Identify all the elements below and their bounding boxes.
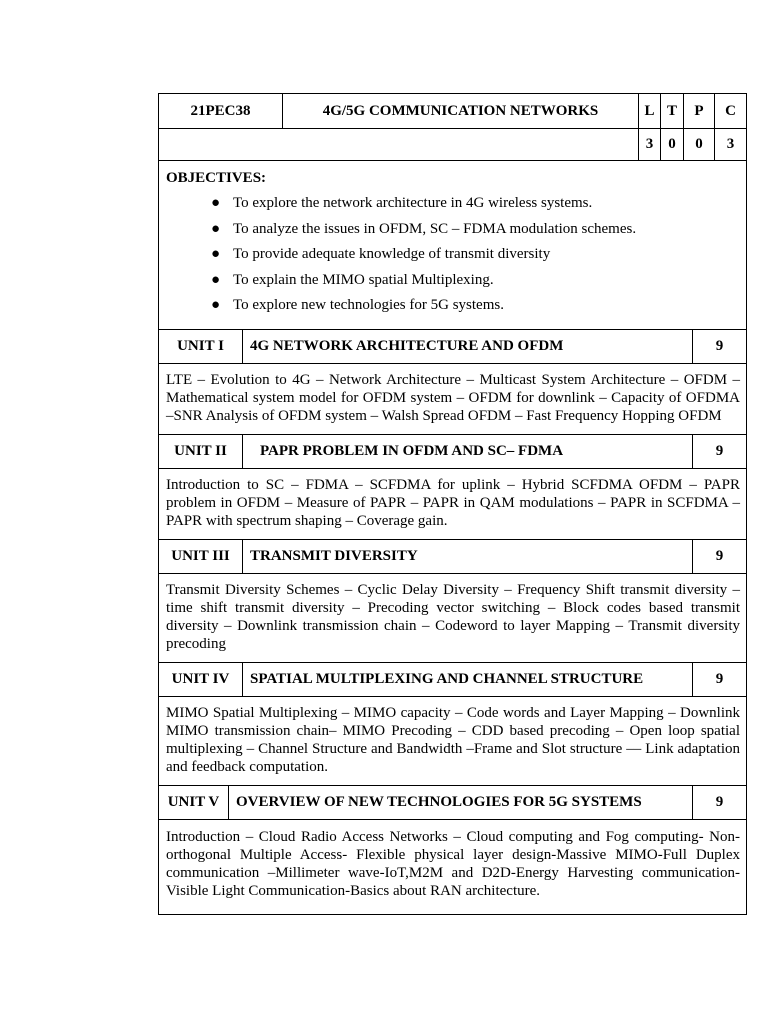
unit-hours: 9	[692, 435, 746, 468]
unit-title: OVERVIEW OF NEW TECHNOLOGIES FOR 5G SYSTEMS	[228, 786, 692, 819]
ltpc-value-l: 3	[638, 129, 660, 160]
unit-hours: 9	[692, 786, 746, 819]
unit-hours: 9	[692, 663, 746, 696]
unit-label: UNIT I	[177, 337, 224, 354]
unit-content: Introduction to SC – FDMA – SCFDMA for uplink – Hybrid SCFDMA OFDM – PAPR problem in OFDM – Measure of PAPR – PAPR in QAM modulations – PAPR in SCFDMA – PAPR with spectrum shaping – Coverage gain.	[166, 476, 740, 529]
unit-content: Transmit Diversity Schemes – Cyclic Delay Diversity – Frequency Shift transmit diversity – time shift transmit diversity – Precoding vector switching – Block codes based transmit diversity – Downlink transmission chain – Codeword to layer Mapping – Transmit diversity precoding	[166, 581, 740, 652]
unit-title: 4G NETWORK ARCHITECTURE AND OFDM	[242, 330, 692, 363]
objective-item: ● To analyze the issues in OFDM, SC – FDMA modulation schemes.	[211, 217, 739, 243]
objective-item: ● To provide adequate knowledge of transmit diversity	[211, 242, 739, 268]
ltpc-value-c: 3	[714, 129, 746, 160]
unit-1-header	[159, 329, 746, 363]
objective-item: ● To explore the network architecture in 4G wireless systems.	[211, 191, 739, 217]
unit-title: SPATIAL MULTIPLEXING AND CHANNEL STRUCTURE	[242, 663, 692, 696]
unit-5-header	[159, 785, 746, 819]
bullet-icon: ●	[211, 297, 221, 313]
unit-2-content-row	[159, 468, 746, 539]
ltpc-header-p: P	[683, 94, 714, 128]
objective-item: ● To explain the MIMO spatial Multiplexing.	[211, 268, 739, 294]
ltpc-spacer	[159, 129, 638, 160]
unit-hours: 9	[692, 330, 746, 363]
ltpc-header-t: T	[660, 94, 683, 128]
bullet-icon: ●	[211, 220, 221, 237]
unit-title: PAPR PROBLEM IN OFDM AND SC– FDMA	[242, 435, 692, 468]
unit-5-content-row	[159, 819, 746, 914]
unit-4-header	[159, 662, 746, 696]
syllabus-table	[158, 93, 747, 915]
ltpc-header-c: C	[714, 94, 746, 128]
course-title: 4G/5G COMMUNICATION NETWORKS	[282, 94, 638, 128]
ltpc-value-p: 0	[683, 129, 714, 160]
ltpc-value-t: 0	[660, 129, 683, 160]
unit-2-header	[159, 434, 746, 468]
course-header-row	[159, 94, 746, 128]
objectives-list	[166, 191, 739, 319]
unit-label: UNIT V	[167, 793, 220, 810]
unit-content: MIMO Spatial Multiplexing – MIMO capacity – Code words and Layer Mapping – Downlink MIMO transmission chain– MIMO Precoding – CDD based precoding – Open loop spatial multiplexing – Channel Structure and Bandwidth –Frame and Slot structure –– Link adaptation and feedback computation.	[166, 704, 740, 775]
objectives-section	[159, 161, 746, 329]
ltpc-header-l: L	[638, 94, 660, 128]
unit-title: TRANSMIT DIVERSITY	[242, 540, 692, 573]
objectives-heading: OBJECTIVES:	[166, 170, 267, 186]
bullet-icon: ●	[211, 246, 221, 262]
ltpc-values-row	[159, 128, 746, 160]
unit-3-header	[159, 539, 746, 573]
unit-3-content-row	[159, 573, 746, 662]
unit-hours: 9	[692, 540, 746, 573]
objective-item: ● To explore new technologies for 5G systems.	[211, 293, 739, 319]
unit-4-content-row	[159, 696, 746, 785]
unit-content: Introduction – Cloud Radio Access Networks – Cloud computing and Fog computing- Non-orthogonal Multiple Access- Flexible physical layer design-Massive MIMO-Full Duplex communication –Millimeter wave-IoT,M2M and D2D-Energy Harvesting communication-Visible Light Communication-Basics about RAN architecture.	[166, 828, 740, 899]
unit-1-content-row	[159, 363, 746, 434]
bullet-icon: ●	[211, 195, 221, 211]
unit-label: UNIT II	[174, 442, 227, 459]
unit-label: UNIT III	[171, 547, 230, 564]
objectives-row	[159, 160, 746, 329]
course-code: 21PEC38	[190, 102, 251, 119]
unit-content: LTE – Evolution to 4G – Network Architecture – Multicast System Architecture – OFDM – Mathematical system model for OFDM system – OFDM for downlink – Capacity of OFDMA –SNR Analysis of OFDM system – Walsh Spread OFDM – Fast Frequency Hopping OFDM	[166, 371, 740, 424]
unit-label: UNIT IV	[171, 670, 230, 687]
bullet-icon: ●	[211, 271, 221, 288]
